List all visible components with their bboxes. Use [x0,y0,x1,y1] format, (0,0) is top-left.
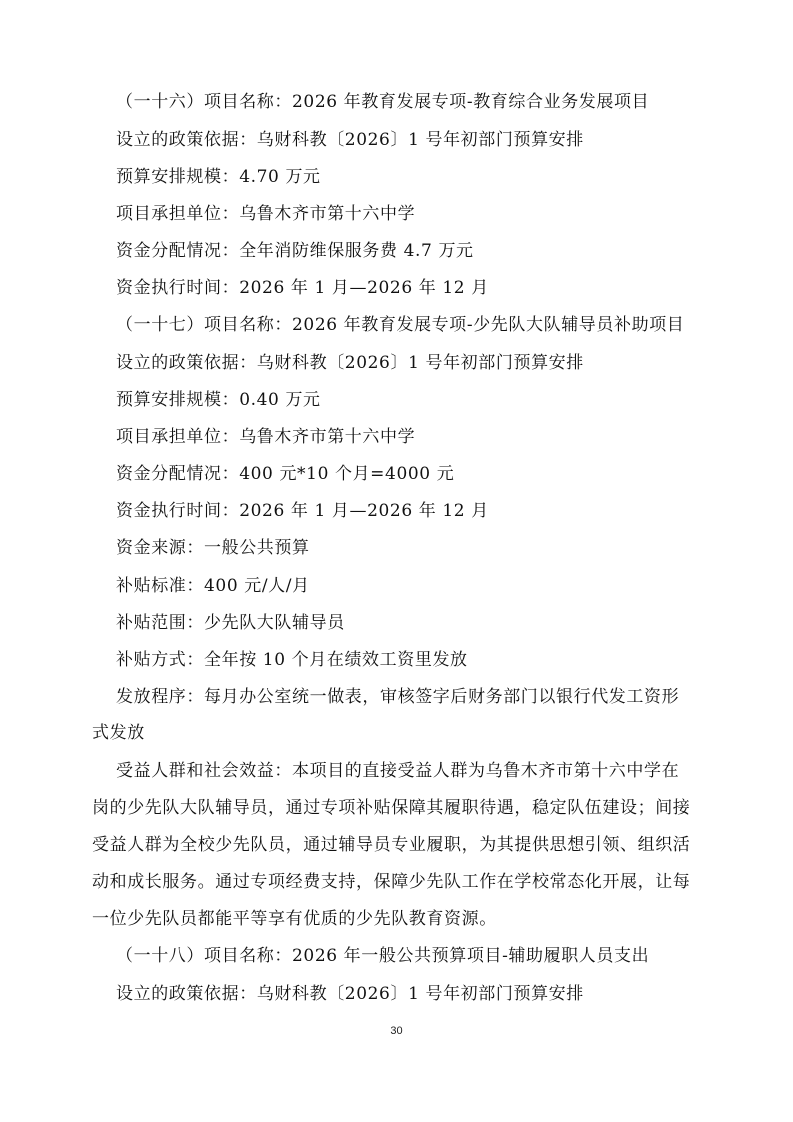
section17-period: 资金执行时间：2026 年 1 月—2026 年 12 月 [116,501,489,521]
section17-benefit-line3: 受益人群为全校少先队员，通过辅导员专业履职，为其提供思想引领、组织活 [92,835,691,855]
section16-title: （一十六）项目名称：2026 年教育发展专项-教育综合业务发展项目 [116,92,650,112]
section17-benefit-line4: 动和成长服务。通过专项经费支持，保障少先队工作在学校常态化开展，让每 [92,872,691,892]
section17-scale: 预算安排规模：0.40 万元 [116,390,321,410]
section17-title: （一十七）项目名称：2026 年教育发展专项-少先队大队辅导员补助项目 [116,315,685,335]
section16-period: 资金执行时间：2026 年 1 月—2026 年 12 月 [116,278,489,298]
section16-policy: 设立的政策依据：乌财科教〔2026〕1 号年初部门预算安排 [116,130,584,150]
page-number: 30 [390,1025,403,1037]
section17-procedure-line1: 发放程序：每月办公室统一做表，审核签字后财务部门以银行代发工资形 [116,687,680,707]
section17-policy: 设立的政策依据：乌财科教〔2026〕1 号年初部门预算安排 [116,353,584,373]
section17-source: 资金来源：一般公共预算 [116,538,310,558]
section17-unit: 项目承担单位：乌鲁木齐市第十六中学 [116,427,416,447]
section16-unit: 项目承担单位：乌鲁木齐市第十六中学 [116,204,416,224]
section18-title: （一十八）项目名称：2026 年一般公共预算项目-辅助履职人员支出 [116,946,650,966]
section17-procedure-line2: 式发放 [92,723,145,743]
section17-standard: 补贴标准：400 元/人/月 [116,576,310,596]
section17-range: 补贴范围：少先队大队辅导员 [116,613,345,633]
section17-benefit-line2: 岗的少先队大队辅导员，通过专项补贴保障其履职待遇，稳定队伍建设；间接 [92,798,691,818]
section17-method: 补贴方式：全年按 10 个月在绩效工资里发放 [116,650,468,670]
section16-scale: 预算安排规模：4.70 万元 [116,167,321,187]
section17-allocation: 资金分配情况：400 元*10 个月=4000 元 [116,464,455,484]
section17-benefit-line1: 受益人群和社会效益：本项目的直接受益人群为乌鲁木齐市第十六中学在 [116,761,680,781]
section17-benefit-line5: 一位少先队员都能平等享有优质的少先队教育资源。 [92,909,497,929]
section16-allocation: 资金分配情况：全年消防维保服务费 4.7 万元 [116,241,474,261]
section18-policy: 设立的政策依据：乌财科教〔2026〕1 号年初部门预算安排 [116,984,584,1004]
